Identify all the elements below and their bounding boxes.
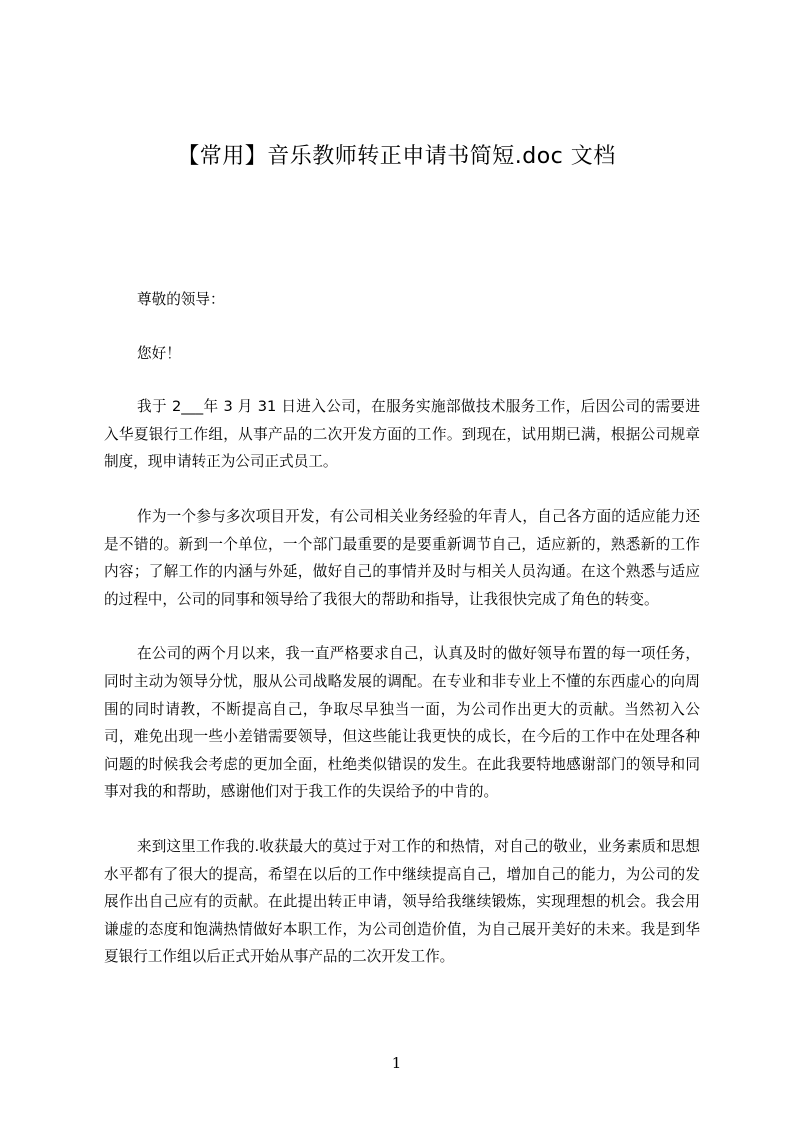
document-body bbox=[104, 286, 700, 998]
paragraph-1: 我于 2___年 3 月 31 日进入公司，在服务实施部做技术服务工作，后因公司的需要进入华夏银行工作组，从事产品的二次开发方面的工作。到现在，试用期已满，根据公司规章制度，现申请转正为公司正式员工。 bbox=[104, 398, 700, 471]
document-title: 【常用】音乐教师转正申请书简短.doc 文档 bbox=[177, 144, 616, 169]
greeting: 您好！ bbox=[137, 344, 181, 362]
page-number: 1 bbox=[391, 1054, 402, 1072]
paragraph-2: 作为一个参与多次项目开发，有公司相关业务经验的年青人，自己各方面的适应能力还是不错的。新到一个单位，一个部门最重要的是要重新调节自己，适应新的，熟悉新的工作内容；了解工作的内涵与外延，做好自己的事情并及时与相关人员沟通。在这个熟悉与适应的过程中，公司的同事和领导给了我很大的帮助和指导，让我很快完成了角色的转变。 bbox=[104, 507, 700, 608]
salutation: 尊敬的领导： bbox=[137, 291, 225, 308]
paragraph-4: 来到这里工作我的.收获最大的莫过于对工作的和热情，对自己的敬业，业务素质和思想水平都有了很大的提高，希望在以后的工作中继续提高自己，增加自己的能力，为公司的发展作出自己应有的贡献。在此提出转正申请，领导给我继续锻炼，实现理想的机会。我会用谦虚的态度和饱满热情做好本职工作，为公司创造价值，为自己展开美好的未来。我是到华夏银行工作组以后正式开始从事产品的二次开发工作。 bbox=[104, 837, 700, 966]
paragraph-3: 在公司的两个月以来，我一直严格要求自己，认真及时的做好领导布置的每一项任务，同时主动为领导分忧，服从公司战略发展的调配。在专业和非专业上不懂的东西虚心的向周围的同时请教，不断提高自己，争取尽早独当一面，为公司作出更大的贡献。当然初入公司，难免出现一些小差错需要领导，但这些能让我更快的成长，在今后的工作中在处理各种问题的时候我会考虑的更加全面，杜绝类似错误的发生。在此我要特地感谢部门的领导和同事对我的和帮助，感谢他们对于我工作的失误给予的中肯的。 bbox=[104, 645, 700, 801]
